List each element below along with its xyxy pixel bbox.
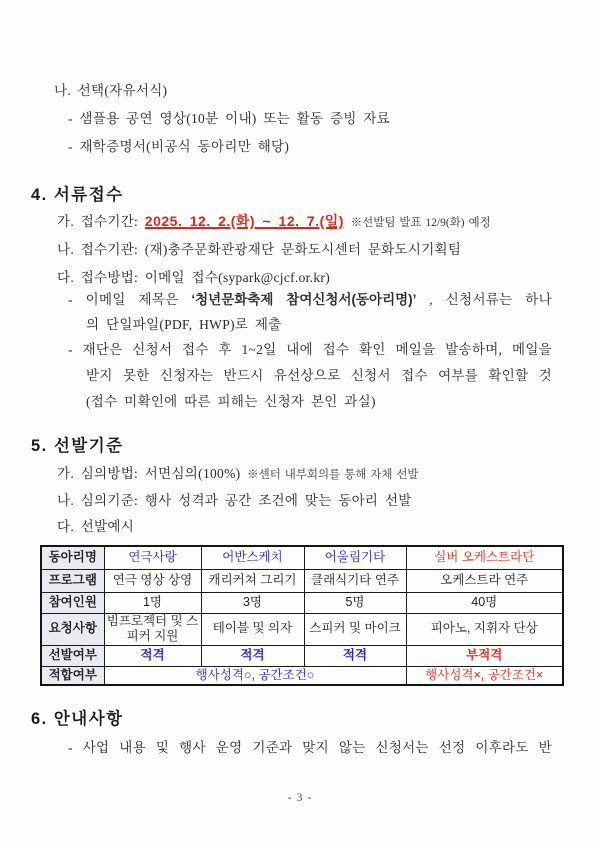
row-label-members: 참여인원 <box>41 592 104 613</box>
program-cell: 연극 영상 상영 <box>104 569 201 592</box>
section4-item-period <box>57 213 491 232</box>
section6-dash1: - 사업 내용 및 행사 운영 기준과 맞지 않는 신청서는 선정 이후라도 반 <box>68 740 552 755</box>
request-cell: 피아노, 지휘자 단상 <box>406 613 563 645</box>
row-label-club-name: 동아리명 <box>41 546 104 569</box>
program-cell: 캐리커쳐 그리기 <box>201 569 304 592</box>
members-cell: 40명 <box>406 592 563 613</box>
period-label: 가. 접수기간: <box>57 214 139 229</box>
request-cell: 테이블 및 의자 <box>201 613 304 645</box>
email-subject-pre: - 이메일 제목은 <box>68 292 179 307</box>
table-row-fit <box>41 666 563 685</box>
pre-item-select: 나. 선택(자유서식) <box>54 83 168 98</box>
fit-pass-cell: 행사성격○, 공간조건○ <box>104 666 406 685</box>
table-row-request <box>41 613 563 645</box>
section5-item-criteria: 나. 심의기준: 행사 성격과 공간 조건에 맞는 동아리 선발 <box>57 493 412 508</box>
section6-title: 6. 안내사항 <box>31 710 124 728</box>
members-cell: 3명 <box>201 592 304 613</box>
row-label-fit: 적합여부 <box>41 666 104 685</box>
result-cell: 적격 <box>104 645 201 666</box>
members-cell: 1명 <box>104 592 201 613</box>
review-method-note: ※센터 내부회의를 통해 자체 선발 <box>247 469 419 481</box>
request-cell: 빔프로젝터 및 스피커 지원 <box>104 613 201 645</box>
page-number: - 3 - <box>287 790 313 804</box>
period-note: ※선발팀 발표 12/9(화) 예정 <box>350 217 491 229</box>
selection-example-table <box>40 545 564 686</box>
club-name-cell: 어반스케치 <box>201 546 304 569</box>
period-dates: 2025. 12. 2.(화) ~ 12. 7.(일) <box>144 213 344 229</box>
section4-item-method: 다. 접수방법: 이메일 접수(sypark@cjcf.or.kr) <box>57 270 331 285</box>
section4-confirm-line1: - 재단은 신청서 접수 후 1~2일 내에 접수 확인 메일을 발송하며, 메일을 <box>68 342 552 357</box>
table-row-program <box>41 569 563 592</box>
section5-item-method <box>57 465 419 484</box>
club-name-cell: 연극사랑 <box>104 546 201 569</box>
pre-dash-enrollment-cert: - 재학증명서(비공식 동아리만 해당) <box>68 139 290 154</box>
table-row-members <box>41 592 563 613</box>
table-row-club-name <box>41 546 563 569</box>
fit-fail-cell: 행사성격×, 공간조건× <box>406 666 563 685</box>
row-label-request: 요청사항 <box>41 613 104 645</box>
club-name-cell: 실버 오케스트라단 <box>406 546 563 569</box>
section4-confirm-line2: 받지 못한 신청자는 반드시 유선상으로 신청서 접수 여부를 확인할 것 <box>86 368 552 383</box>
email-subject-bold: ‘청년문화축제 참여신청서(동아리명)’ <box>191 292 417 307</box>
row-label-result: 선발여부 <box>41 645 104 666</box>
section4-item-agency: 나. 접수기관: (재)충주문화관광재단 문화도시센터 문화도시기획팀 <box>57 242 462 257</box>
section4-confirm-line3: (접수 미확인에 따른 피해는 신청자 본인 과실) <box>86 394 376 409</box>
section4-email-line2: 의 단일파일(PDF, HWP)로 제출 <box>86 317 282 332</box>
table-row-result <box>41 645 563 666</box>
result-cell: 부적격 <box>406 645 563 666</box>
section5-title: 5. 선발기준 <box>31 437 124 455</box>
email-subject-post: , 신청서류는 하나 <box>429 292 552 307</box>
request-cell: 스피커 및 마이크 <box>304 613 406 645</box>
result-cell: 적격 <box>304 645 406 666</box>
section4-title: 4. 서류접수 <box>31 186 124 204</box>
members-cell: 5명 <box>304 592 406 613</box>
pre-dash-sample-video: - 샘플용 공연 영상(10분 이내) 또는 활동 증빙 자료 <box>68 111 391 126</box>
result-cell: 적격 <box>201 645 304 666</box>
review-method: 가. 심의방법: 서면심의(100%) <box>57 466 241 481</box>
section5-item-example: 다. 선발예시 <box>57 519 135 534</box>
program-cell: 클래식기타 연주 <box>304 569 406 592</box>
program-cell: 오케스트라 연주 <box>406 569 563 592</box>
section4-dash-email-subject <box>68 291 552 308</box>
club-name-cell: 어울림기타 <box>304 546 406 569</box>
row-label-program: 프로그램 <box>41 569 104 592</box>
